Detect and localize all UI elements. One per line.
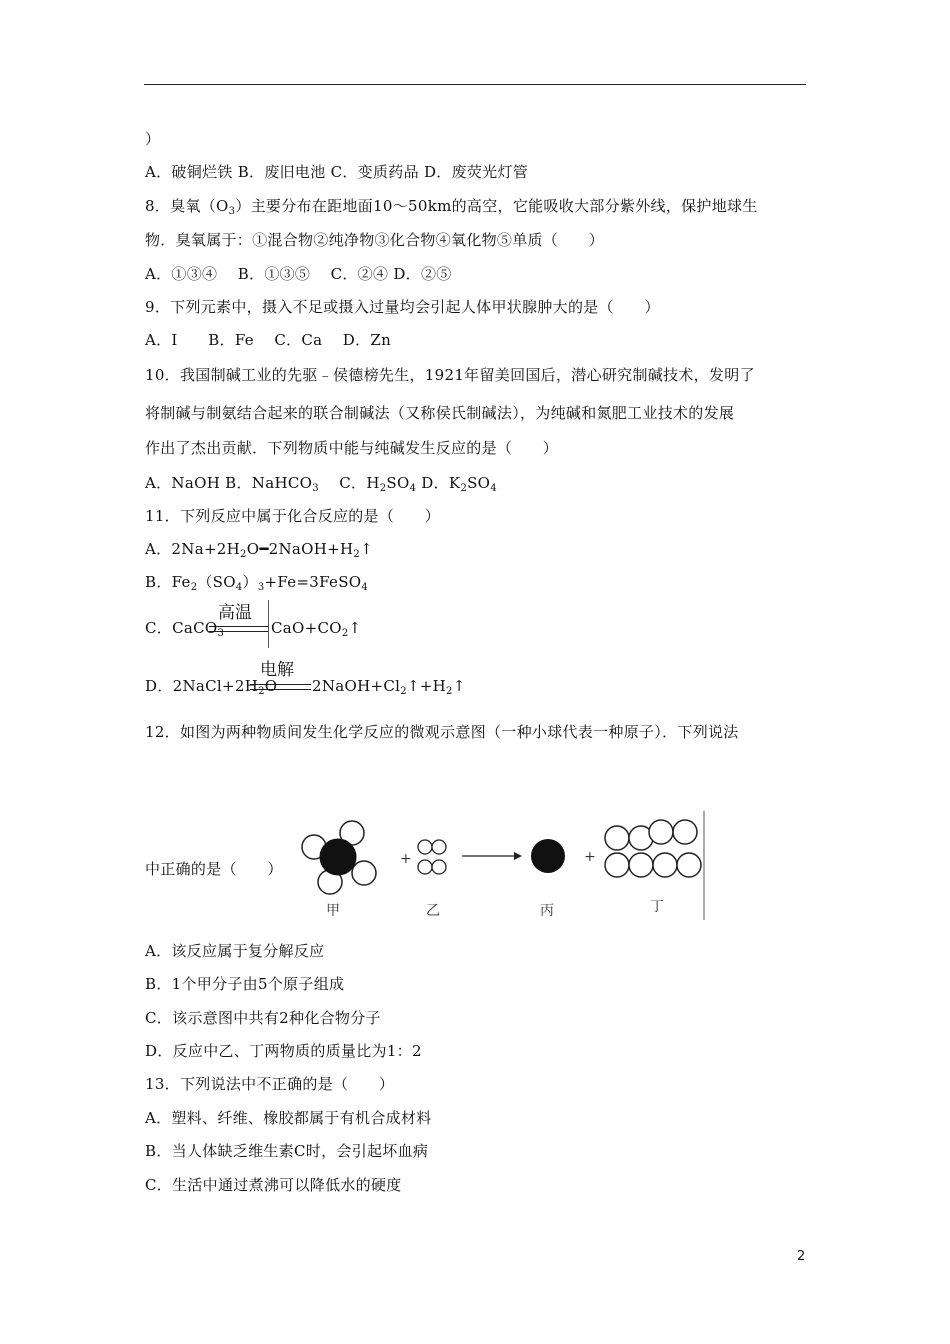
t: ）	[242, 573, 258, 591]
sub: 3	[257, 582, 265, 593]
q11-option-c	[145, 618, 224, 638]
yi-atom-2	[432, 840, 446, 854]
label-jia: 甲	[326, 903, 340, 919]
q10-opt-c-so4: SO	[386, 474, 410, 492]
up-arrow: ↑	[452, 677, 466, 695]
yi-atom-4	[432, 860, 446, 874]
q10-opt-d: D．K	[416, 474, 461, 492]
q8-options: A．①③④ B．①③⑤ C．②④ D．②⑤	[145, 265, 452, 283]
reaction-arrow-head	[514, 852, 522, 860]
ding-atom-6	[629, 853, 653, 877]
q11-option-d	[145, 676, 277, 696]
ding-atom-3	[649, 820, 673, 844]
q8-text-b: ）主要分布在距地面10～50km的高空，它能吸收大部分紫外线，保护地球生	[235, 197, 758, 215]
label-ding: 丁	[650, 899, 664, 915]
plus-sign-1: +	[400, 851, 412, 867]
t: （SO	[197, 573, 236, 591]
q10-opt-c: C．H	[318, 474, 380, 492]
q8-stem-line2: 物．臭氧属于：①混合物②纯净物③化合物④氧化物⑤单质（ ）	[145, 231, 605, 249]
q10-opt-d-so4: SO	[467, 474, 491, 492]
q11-option-b	[145, 572, 368, 592]
t: D．2NaCl+2H	[145, 677, 259, 695]
t: B．Fe	[145, 573, 191, 591]
q9-stem: 9．下列元素中，摄入不足或摄入过量均会引起人体甲状腺肿大的是（ ）	[145, 298, 660, 316]
page-number: 2	[797, 1249, 806, 1264]
q11-option-c-products	[271, 618, 361, 638]
t: CaO+CO	[271, 619, 342, 637]
q12-option-c: C．该示意图中共有2种化合物分子	[145, 1009, 381, 1027]
sub: 2	[460, 483, 468, 494]
sub: 3	[217, 628, 225, 639]
q11-stem: 11．下列反应中属于化合反应的是（ ）	[145, 507, 441, 525]
ding-atom-4	[673, 820, 697, 844]
q10-stem-line1: 10．我国制碱工业的先驱﹣侯德榜先生，1921年留美回国后，潜心研究制碱技术，发明了	[145, 366, 755, 384]
plus-sign-2: +	[584, 849, 596, 865]
sub: 4	[409, 483, 417, 494]
ding-atom-8	[677, 853, 701, 877]
t: O	[264, 677, 278, 695]
yi-atom-1	[418, 840, 432, 854]
sub: 2	[353, 549, 361, 560]
q10-opt-ab: A．NaOH B．NaHCO	[145, 474, 313, 492]
q13-option-c: C．生活中通过煮沸可以降低水的硬度	[145, 1176, 402, 1194]
q13-option-a: A．塑料、纤维、橡胶都属于有机合成材料	[145, 1109, 432, 1127]
q11-d-condition: 电解	[260, 660, 294, 680]
sub: 2	[341, 628, 349, 639]
q9-options: A．I B．Fe C．Ca D．Zn	[145, 331, 392, 349]
q12-option-b: B．1个甲分子由5个原子组成	[145, 975, 345, 993]
q13-stem: 13．下列说法中不正确的是（ ）	[145, 1075, 395, 1093]
q12-stem-line2: 中正确的是（ ）	[145, 860, 283, 878]
q12-option-a: A．该反应属于复分解反应	[145, 942, 325, 960]
sub: 3	[312, 483, 319, 494]
jia-big-atom	[320, 839, 356, 875]
q11-option-d-products	[312, 676, 466, 696]
q10-options	[145, 473, 497, 493]
sub: 4	[490, 483, 497, 494]
q13-option-b: B．当人体缺乏维生素C时，会引起坏血病	[145, 1142, 429, 1160]
label-yi: 乙	[426, 903, 440, 919]
sub: 2	[400, 686, 407, 697]
q11-c-vline	[268, 600, 269, 648]
ding-atom-1	[605, 826, 629, 850]
q8-stem	[145, 196, 758, 216]
reaction-diagram	[290, 805, 710, 925]
bing-atom	[531, 839, 565, 873]
q8-subscript: 3	[228, 206, 236, 217]
t: O━2NaOH+H	[246, 540, 354, 558]
header-rule	[144, 84, 806, 85]
up-arrow: ↑	[348, 619, 362, 637]
sub: 2	[446, 686, 453, 697]
t: ↑+H	[406, 677, 447, 695]
q11-c-condition: 高温	[218, 603, 252, 623]
sub: 2	[258, 686, 265, 697]
jia-small-atom-3	[352, 861, 376, 885]
continuation-paren: ）	[145, 130, 161, 148]
q12-stem-line1: 12．如图为两种物质间发生化学反应的微观示意图（一种小球代表一种原子）．下列说法	[145, 723, 739, 741]
sub: 4	[361, 582, 369, 593]
sub: 2	[240, 549, 247, 560]
q7-options: A．破铜烂铁 B．废旧电池 C．变质药品 D．废荧光灯管	[145, 163, 529, 181]
label-bing: 丙	[540, 903, 554, 919]
sub: 4	[235, 582, 243, 593]
q10-stem-line3: 作出了杰出贡献．下列物质中能与纯碱发生反应的是（ ）	[145, 439, 559, 457]
q10-stem-line2: 将制碱与制氨结合起来的联合制碱法（又称侯氏制碱法），为纯碱和氮肥工业技术的发展	[145, 404, 735, 422]
ding-atom-7	[653, 853, 677, 877]
t: C．CaCO	[145, 619, 218, 637]
yi-atom-3	[418, 860, 432, 874]
q8-text-a: 8．臭氧（O	[145, 197, 229, 215]
t: A．2Na+2H	[145, 540, 241, 558]
q11-option-a	[145, 539, 373, 559]
t: 2NaOH+Cl	[312, 677, 401, 695]
sub: 2	[190, 582, 198, 593]
ding-atom-5	[605, 853, 629, 877]
t: +Fe=3FeSO	[264, 573, 362, 591]
sub: 2	[379, 483, 387, 494]
up-arrow: ↑	[360, 540, 373, 558]
q12-option-d: D．反应中乙、丁两物质的质量比为1：2	[145, 1042, 422, 1060]
